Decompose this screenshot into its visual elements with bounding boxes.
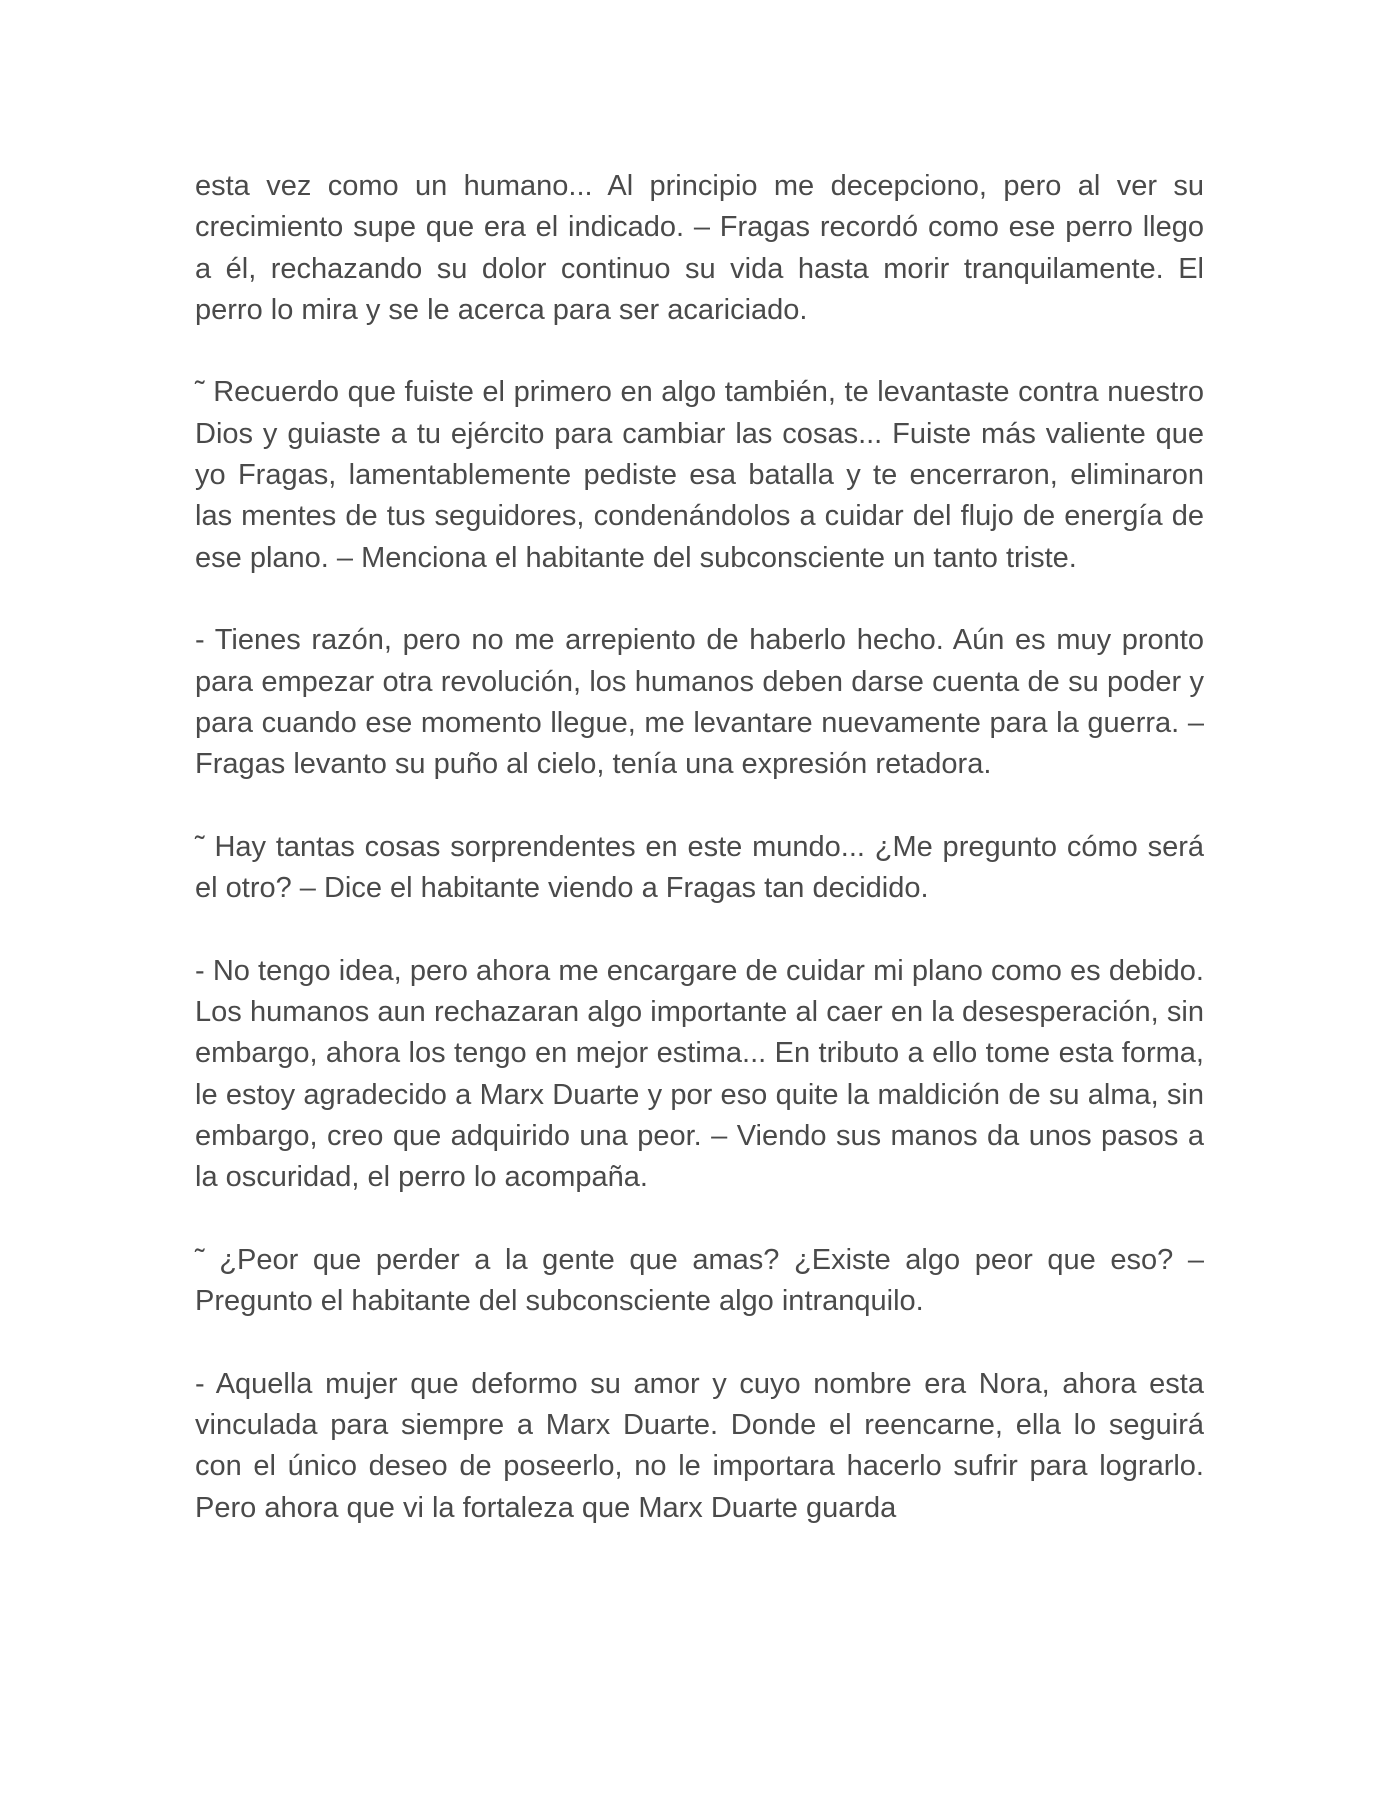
paragraph-3: - Tienes razón, pero no me arrepiento de haberlo hecho. Aún es muy pronto para empezar otra revolución, los humanos deben darse cuenta de su poder y para cuando ese momento llegue, me levantare nuevamente para la guerra. – Fragas levanto su puño al cielo, tenía una expresión retadora. bbox=[195, 624, 1204, 781]
paragraph-7: - Aquella mujer que deformo su amor y cuyo nombre era Nora, ahora esta vinculada para siempre a Marx Duarte. Donde el reencarne, ella lo seguirá con el único deseo de poseerlo, no le importara hacerlo sufrir para lograrlo. Pero ahora que vi la fortaleza que Marx Duarte guarda bbox=[195, 1367, 1204, 1524]
paragraph-1: esta vez como un humano... Al principio me decepciono, pero al ver su crecimiento supe que era el indicado. – Fragas recordó como ese perro llego a él, rechazando su dolor continuo su vida hasta morir tranquilamente. El perro lo mira y se le acerca para ser acariciado. bbox=[195, 170, 1204, 326]
paragraph-4: ˜ Hay tantas cosas sorprendentes en este mundo... ¿Me pregunto cómo será el otro? – Dice el habitante viendo a Fragas tan decidido. bbox=[195, 830, 1204, 905]
paragraph-2: ˜ Recuerdo que fuiste el primero en algo también, te levantaste contra nuestro Dios y guiaste a tu ejército para cambiar las cosas... Fuiste más valiente que yo Fragas, lamentablemente pediste esa batalla y te encerraron, eliminaron las mentes de tus seguidores, condenándolos a cuidar del flujo de energía de ese plano. – Menciona el habitante del subconsciente un tanto triste. bbox=[195, 376, 1204, 574]
paragraph-5: - No tengo idea, pero ahora me encargare de cuidar mi plano como es debido. Los humanos aun rechazaran algo importante al caer en la desesperación, sin embargo, ahora los tengo en mejor estima... En tributo a ello tome esta forma, le estoy agradecido a Marx Duarte y por eso quite la maldición de su alma, sin embargo, creo que adquirido una peor. – Viendo sus manos da unos pasos a la oscuridad, el perro lo acompaña. bbox=[195, 954, 1204, 1194]
document-body bbox=[195, 166, 1204, 1529]
paragraph-6: ˜ ¿Peor que perder a la gente que amas? ¿Existe algo peor que eso? – Pregunto el habitante del subconsciente algo intranquilo. bbox=[195, 1243, 1204, 1318]
